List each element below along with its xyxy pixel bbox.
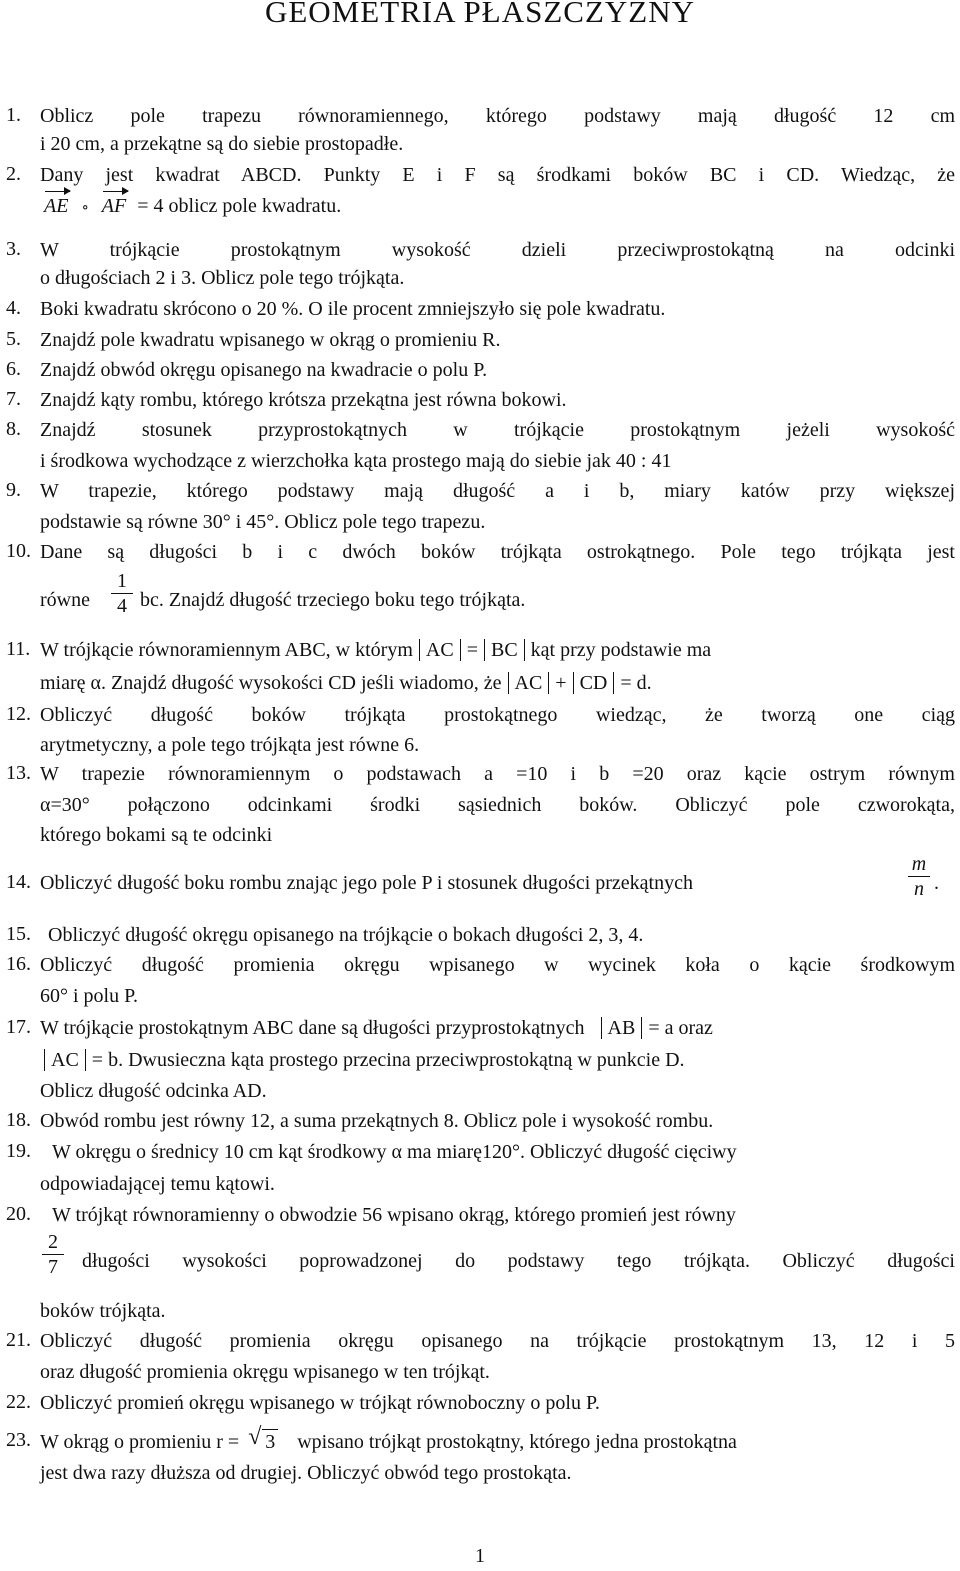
fraction-denominator: 4 [117,595,127,617]
text-run: W okrąg o promieniu r = [40,1431,240,1453]
abs-ac: AC [44,1049,86,1071]
problem-text-line: Obliczyć długość boków trójkąta prostokątnego wiedząc, że tworzą one ciąg [40,704,955,726]
abs-ac: AC [508,672,550,694]
problem-text-line: długości wysokości poprowadzonej do podstawy tego trójkąta. Obliczyć długości [82,1250,955,1272]
fraction-m-over-n [908,853,930,900]
square-root [248,1429,278,1454]
problem-text-line: Obliczyć długość promienia okręgu wpisanego w wycinek koła o kącie środkowym [40,954,955,976]
problem-text-line: = 4 oblicz pole kwadratu. [137,195,342,217]
problem-number: 21. [6,1329,31,1351]
vector-af: AF [101,195,127,217]
problem-text-line: α=30° połączono odcinkami środki sąsiednich boków. Obliczyć pole czworokąta, [40,794,955,816]
problem-text-line: Dany jest kwadrat ABCD. Punkty E i F są środkami boków BC i CD. Wiedząc, że [40,164,955,186]
problem-text-line: Obliczyć promień okręgu wpisanego w trójkąt równoboczny o polu P. [40,1392,600,1414]
problem-text-line: Znajdź pole kwadratu wpisanego w okrąg o promieniu R. [40,329,501,351]
text-run: wpisano trójkąt prostokątny, którego jedna prostokątna [297,1431,737,1453]
problem-text-line: Znajdź stosunek przyprostokątnych w trójkącie prostokątnym jeżeli wysokość [40,419,955,441]
problem-text-line: W okręgu o średnicy 10 cm kąt środkowy α ma miarę120°. Obliczyć długość cięciwy [52,1141,737,1163]
problem-number: 5. [6,328,21,350]
problem-number: 8. [6,418,21,440]
problem-text-line: arytmetyczny, a pole tego trójkąta jest równe 6. [40,734,420,756]
fraction-bar [111,593,133,594]
fraction-numerator: 1 [117,570,127,592]
problem-text-line: o długościach 2 i 3. Oblicz pole tego trójkąta. [40,267,405,289]
problem-text-line [40,638,711,662]
text-run: kąt przy podstawie ma [530,639,712,661]
fraction-numerator: m [911,853,927,875]
problem-number: 4. [6,297,21,319]
problem-text-line: równe [40,589,90,611]
problem-text-line: Obliczyć długość boku rombu znając jego pole P i stosunek długości przekątnych [40,872,693,894]
problem-number: 12. [6,703,31,725]
problem-text-line [40,671,652,695]
vector-ae: AE [44,195,69,217]
fraction-bar [42,1254,64,1255]
problem-text-line: jest dwa razy dłuższa od drugiej. Obliczyć obwód tego prostokąta. [40,1462,572,1484]
fraction-numerator: 2 [48,1231,58,1253]
problem-text-line: Oblicz pole trapezu równoramiennego, którego podstawy mają długość 12 cm [40,105,955,127]
problem-text-line: Dane są długości b i c dwóch boków trójkąta ostrokątnego. Pole tego trójkąta jest [40,541,955,563]
problem-text-line: Obliczyć długość okręgu opisanego na trójkącie o bokach długości 2, 3, 4. [48,924,644,946]
text-run: W trójkącie równoramiennym ABC, w którym [40,639,413,661]
problem-number: 10. [6,540,31,562]
problem-number: 1. [6,104,21,126]
fraction-denominator: 7 [48,1256,58,1278]
problem-number: 18. [6,1109,31,1131]
text-run: = a oraz [648,1017,713,1039]
text-run: = b. Dwusieczna kąta prostego przecina przeciwprostokątną w punkcie D. [91,1049,685,1071]
problem-text-line: Znajdź kąty rombu, którego krótsza przekątna jest równa bokowi. [40,389,567,411]
plus-sign: + [555,672,567,694]
problem-number: 19. [6,1140,31,1162]
text-run: miarę α. Znajdź długość wysokości CD jeśli wiadomo, że [40,672,502,694]
abs-ac: AC [419,639,461,661]
problem-number: 16. [6,953,31,975]
problem-text-line: bc. Znajdź długość trzeciego boku tego trójkąta. [140,589,526,611]
problem-number: 15. [6,923,31,945]
problem-text-line: i 20 cm, a przekątne są do siebie prostopadłe. [40,133,404,155]
problem-text-line: Oblicz długość odcinka AD. [40,1080,267,1102]
problem-text-line: i środkowa wychodzące z wierzchołka kąta prostego mają do siebie jak 40 : 41 [40,450,672,472]
problem-text-line: Obliczyć długość promienia okręgu opisanego na trójkącie prostokątnym 13, 12 i 5 [40,1330,955,1352]
text-run: W trójkącie prostokątnym ABC dane są długości przyprostokątnych [40,1017,585,1039]
abs-bc: BC [484,639,525,661]
problem-number: 17. [6,1016,31,1038]
problem-text-line: oraz długość promienia okręgu wpisanego w ten trójkąt. [40,1361,490,1383]
page-number: 1 [475,1545,485,1567]
problem-number: 6. [6,358,21,380]
abs-cd: CD [573,672,615,694]
problem-text-line: Obwód rombu jest równy 12, a suma przekątnych 8. Oblicz pole i wysokość rombu. [40,1110,714,1132]
abs-ab: AB [601,1017,643,1039]
problem-text-line: W trapezie równoramiennym o podstawach a =10 i b =20 oraz kącie ostrym równym [40,763,955,785]
problem-number: 20. [6,1203,31,1225]
problem-text-line: boków trójkąta. [40,1300,166,1322]
fraction-bar [908,876,930,877]
radicand: 3 [262,1429,278,1454]
vector-expression [44,194,341,220]
problem-text-line: którego bokami są te odcinki [40,824,273,846]
problem-text-line: Znajdź obwód okręgu opisanego na kwadracie o polu P. [40,359,488,381]
problem-text-line [40,1016,713,1040]
problem-text-line: podstawie są równe 30° i 45°. Oblicz pole tego trapezu. [40,511,486,533]
equals-sign: = [466,639,478,661]
problem-number: 9. [6,479,21,501]
problem-text-line: odpowiadającej temu kątowi. [40,1173,275,1195]
problem-number: 11. [6,638,31,660]
problem-text-line: W trójkąt równoramienny o obwodzie 56 wpisano okrąg, którego promień jest równy [52,1204,736,1226]
problem-text-line [44,1048,685,1072]
problem-number: 22. [6,1391,31,1413]
fraction-denominator: n [914,878,924,900]
page-title: GEOMETRIA PŁASZCZYZNY [264,0,696,29]
problem-text-line [40,1429,737,1454]
problem-number: 13. [6,762,31,784]
problem-number: 23. [6,1429,31,1451]
problem-text-line: W trapezie, którego podstawy mają długość a i b, miary katów przy większej [40,480,955,502]
problem-number: 14. [6,871,31,893]
dot-product-symbol: ∘ [81,200,89,216]
problem-text-line: W trójkącie prostokątnym wysokość dzieli przeciwprostokątną na odcinki [40,239,955,261]
problem-text-line: 60° i polu P. [40,985,139,1007]
text-run: . [934,872,939,894]
fraction-one-quarter [111,570,133,617]
problem-number: 3. [6,238,21,260]
problem-number: 7. [6,388,21,410]
problem-number: 2. [6,163,21,185]
fraction-two-sevenths [42,1231,64,1278]
problem-text-line: Boki kwadratu skrócono o 20 %. O ile procent zmniejszyło się pole kwadratu. [40,298,666,320]
text-run: = d. [620,672,652,694]
